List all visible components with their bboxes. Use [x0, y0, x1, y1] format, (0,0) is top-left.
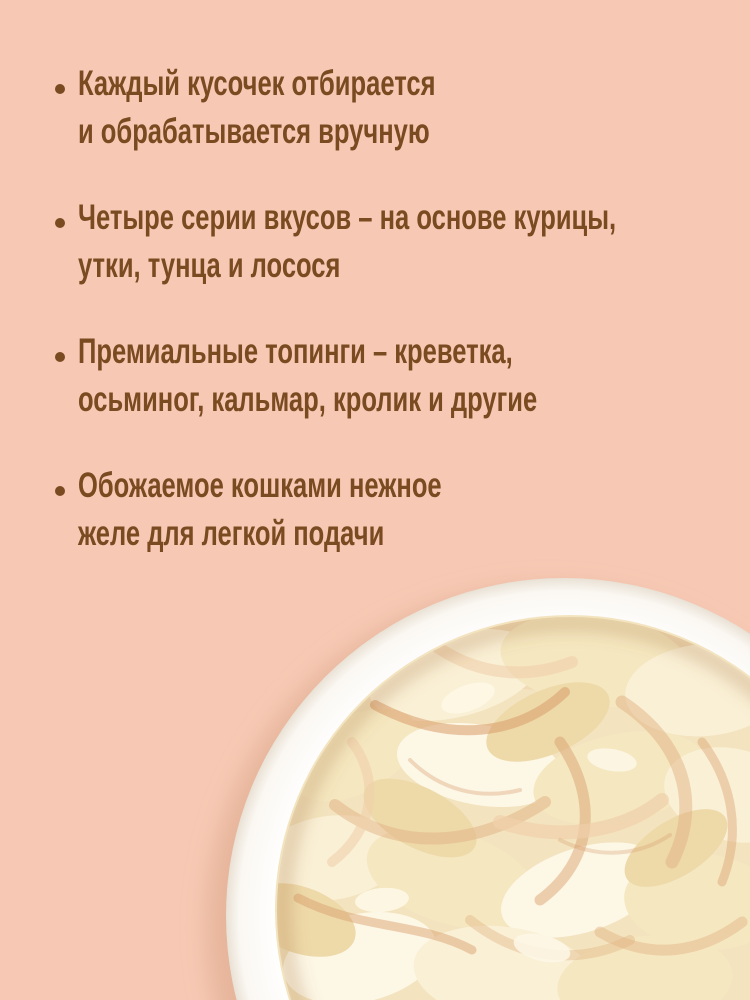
benefit-line: Премиальные топинги – креветка,	[78, 332, 513, 371]
benefit-text	[78, 60, 436, 156]
benefit-text	[78, 328, 537, 424]
benefit-line: Каждый кусочек отбирается	[78, 64, 436, 103]
benefit-line: утки, тунца и лосося	[78, 246, 341, 285]
benefit-list	[0, 60, 750, 596]
bullet-dot-icon	[55, 84, 65, 94]
bullet-dot-icon	[55, 218, 65, 228]
benefit-item	[0, 462, 750, 558]
bullet-dot-icon	[55, 486, 65, 496]
benefit-item	[0, 328, 750, 424]
benefit-line: осьминог, кальмар, кролик и другие	[78, 380, 538, 419]
benefit-line: Четыре серии вкусов – на основе курицы,	[78, 198, 617, 237]
food	[234, 600, 750, 1000]
bullet-dot-icon	[55, 352, 65, 362]
benefit-line: желе для легкой подачи	[78, 514, 385, 553]
benefit-item	[0, 194, 750, 290]
benefit-item	[0, 60, 750, 156]
benefit-text	[78, 194, 616, 290]
benefit-line: и обрабатывается вручную	[78, 112, 430, 151]
benefit-text	[78, 462, 442, 558]
benefit-line: Обожаемое кошками нежное	[78, 466, 442, 505]
